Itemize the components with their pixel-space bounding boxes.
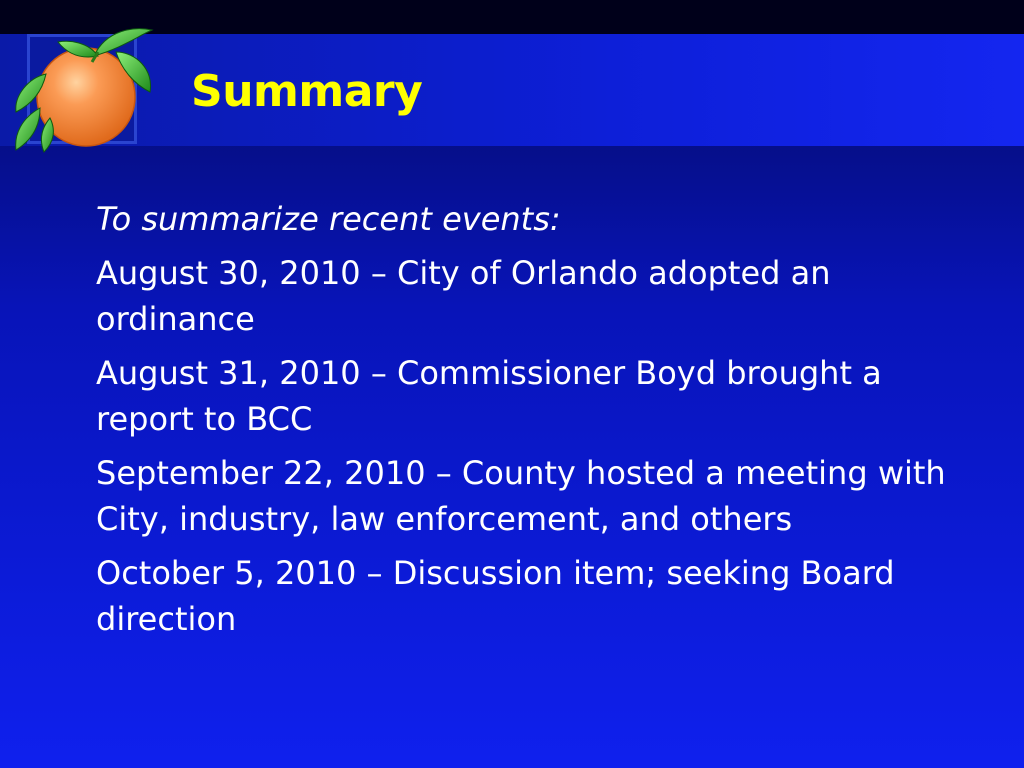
slide-title: Summary [191, 66, 423, 117]
event-item: August 31, 2010 – Commissioner Boyd brought a report to BCC [96, 354, 882, 438]
intro-text: To summarize recent events: [96, 200, 561, 238]
orange-with-leaves-icon [6, 22, 156, 162]
event-item: October 5, 2010 – Discussion item; seeking Board direction [96, 554, 895, 638]
slide-body [96, 196, 976, 650]
event-item: September 22, 2010 – County hosted a meeting with City, industry, law enforcement, and others [96, 454, 946, 538]
event-item: August 30, 2010 – City of Orlando adopted an ordinance [96, 254, 831, 338]
